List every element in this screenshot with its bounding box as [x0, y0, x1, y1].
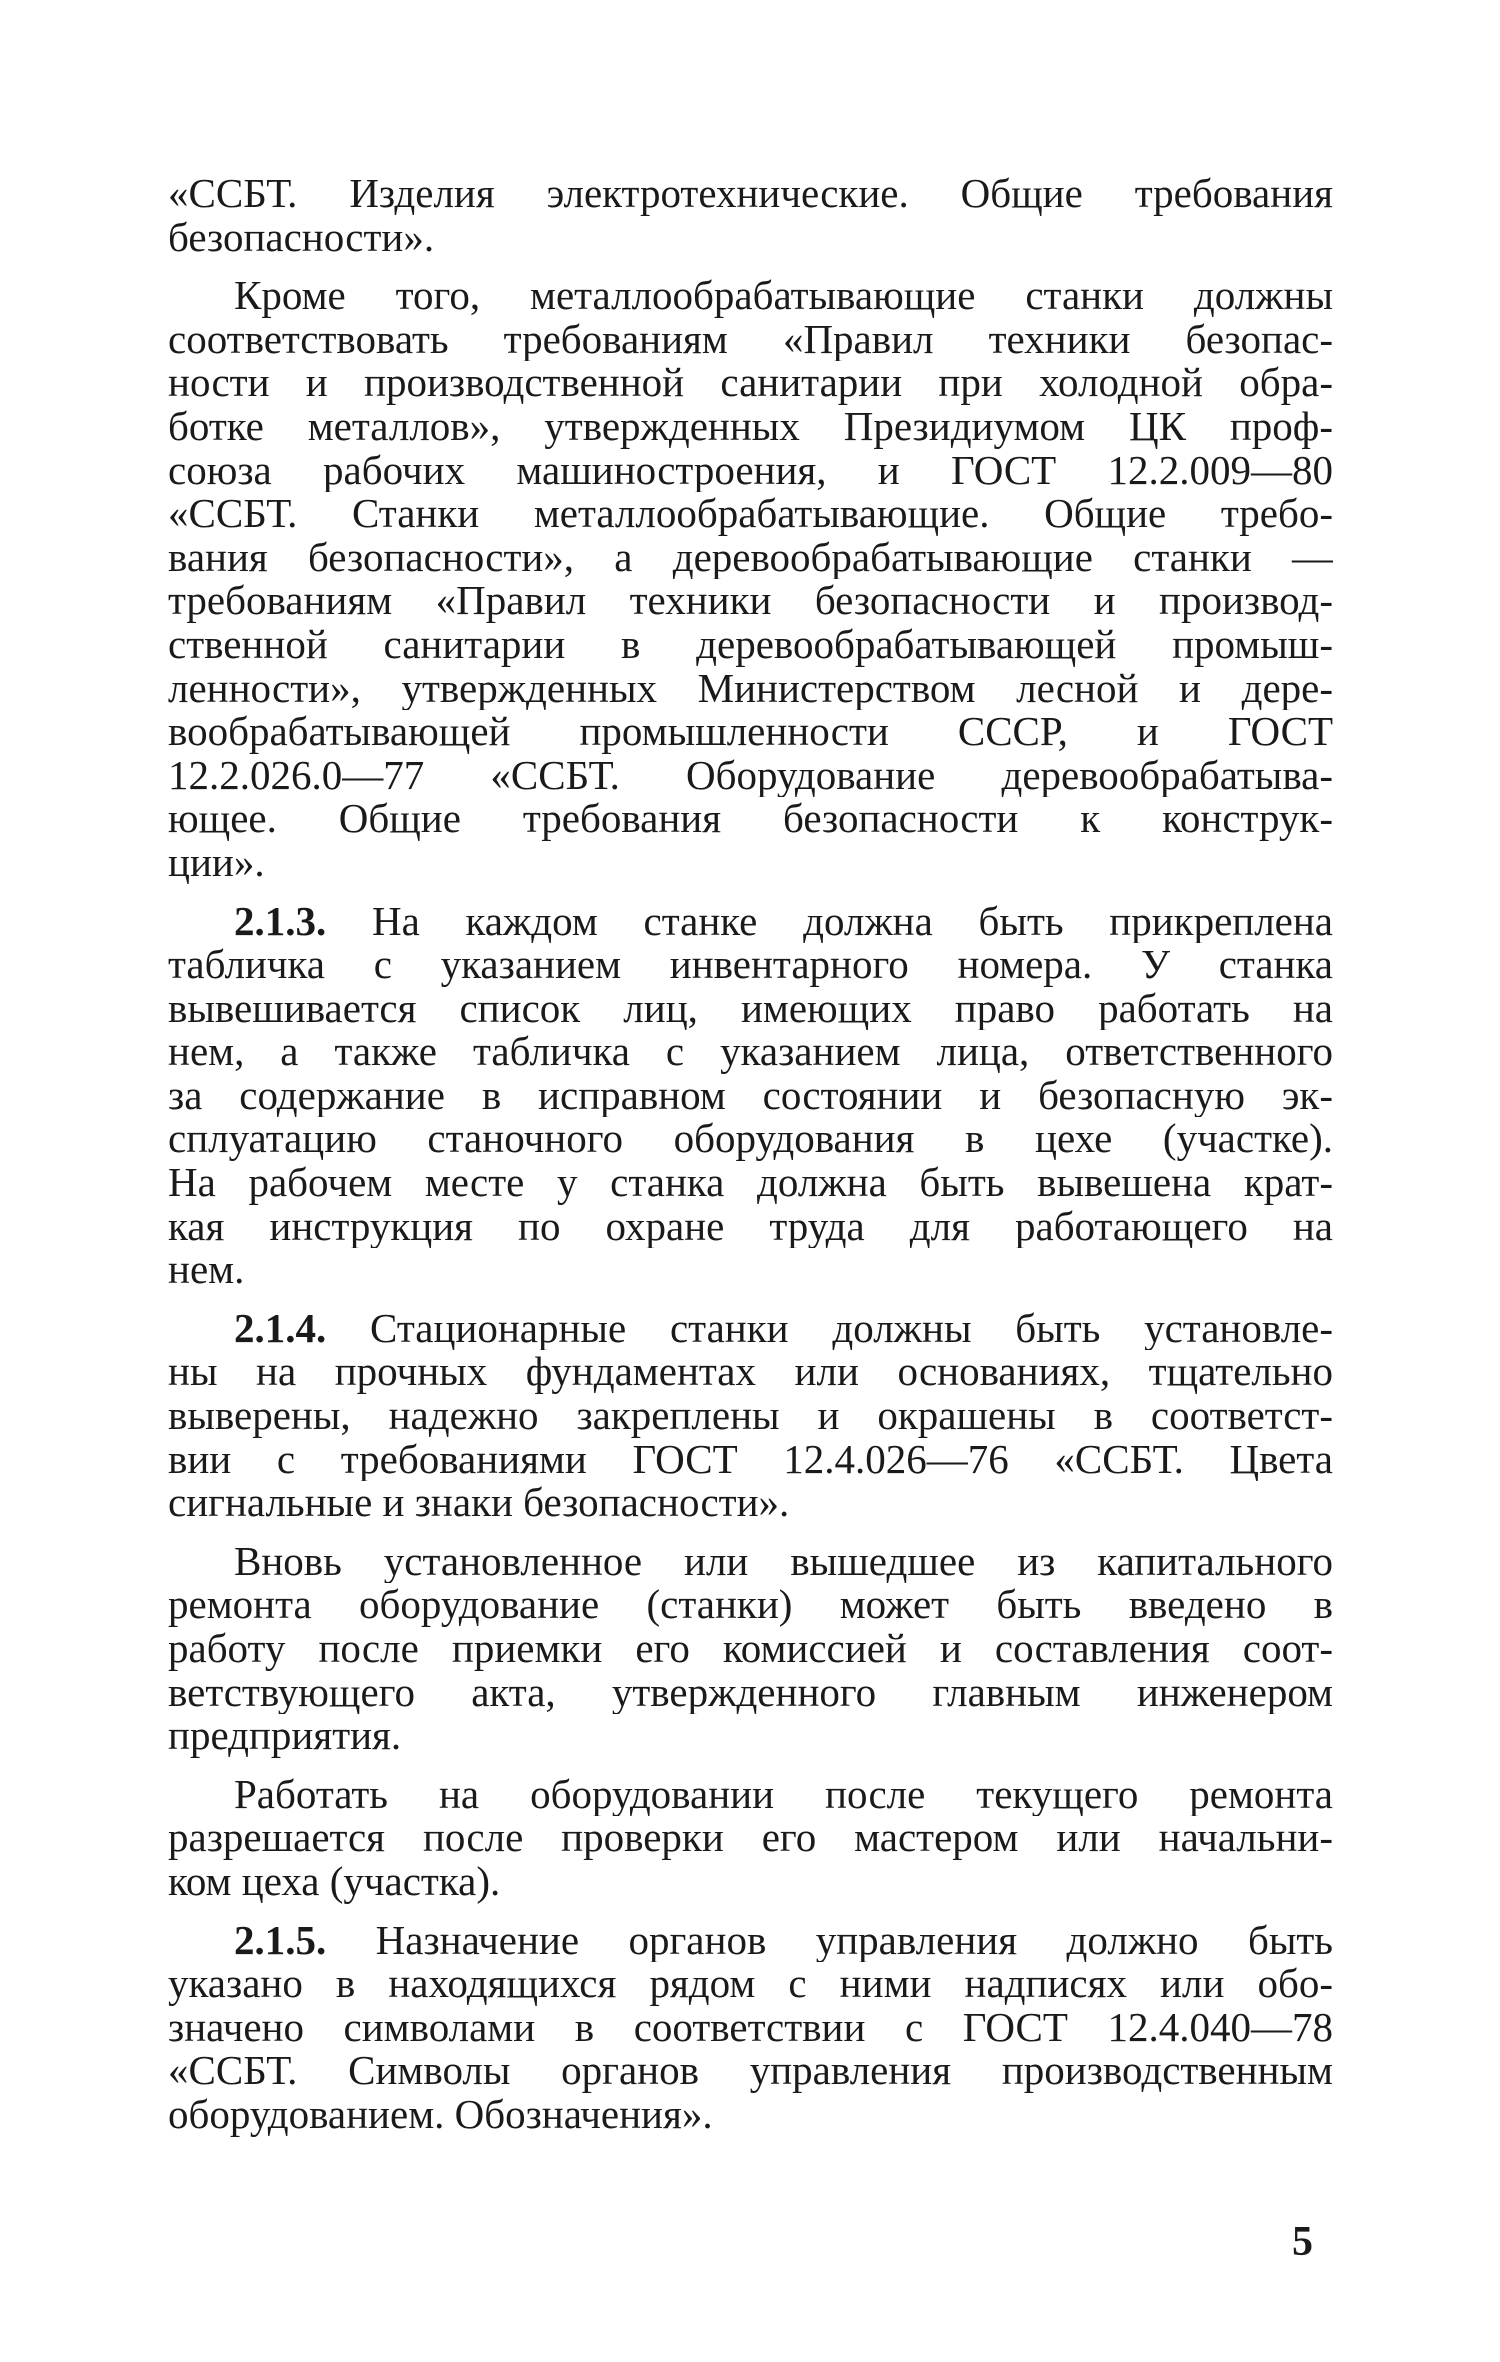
text-line: союза рабочих машиностроения, и ГОСТ 12.2.009—80	[168, 448, 1333, 493]
text-fragment: Стационарные станки должны быть установле-	[326, 1306, 1333, 1351]
text-line: работу после приемки его комиссией и составления соот-	[168, 1627, 1333, 1671]
paragraph	[168, 1773, 1333, 1904]
text-line: табличка с указанием инвентарного номера. У станка	[168, 943, 1333, 987]
text-line: предприятия.	[168, 1714, 402, 1758]
text-line: вии с требованиями ГОСТ 12.4.026—76 «ССБТ. Цвета	[168, 1437, 1333, 1482]
text-line: Вновь установленное или вышедшее из капитального	[234, 1539, 1333, 1584]
text-line: оборудованием. Обозначения».	[168, 2092, 713, 2137]
text-line	[168, 1307, 1333, 1351]
paragraph-2-1-3	[168, 900, 1333, 1292]
text-line: сигнальные и знаки безопасности».	[168, 1481, 790, 1525]
section-number: 2.1.3.	[234, 899, 327, 944]
text-line: за содержание в исправном состоянии и безопасную эк-	[168, 1073, 1333, 1118]
text-line: ности и производственной санитарии при холодной обра-	[168, 361, 1333, 405]
text-line: На рабочем месте у станка должна быть вывешена крат-	[168, 1161, 1333, 1205]
text-line	[168, 900, 1333, 944]
text-line: нем.	[168, 1248, 245, 1292]
page-number: 5	[1292, 2219, 1313, 2265]
text-line: ком цеха (участка).	[168, 1859, 501, 1904]
text-line: кая инструкция по охране труда для работающего на	[168, 1204, 1333, 1249]
text-line: ны на прочных фундаментах или основаниях, тщательно	[168, 1350, 1333, 1395]
text-line: вообрабатывающей промышленности СССР, и ГОСТ	[168, 710, 1333, 754]
text-line: ветствующего акта, утвержденного главным инженером	[168, 1670, 1333, 1715]
text-line: ботке металлов», утвержденных Президиумом ЦК проф-	[168, 404, 1333, 449]
text-line	[168, 1919, 1333, 1963]
text-line: разрешается после проверки его мастером или начальни-	[168, 1816, 1333, 1860]
text-line: 12.2.026.0—77 «ССБТ. Оборудование деревообрабатыва-	[168, 753, 1333, 798]
text-line: ющее. Общие требования безопасности к конструк-	[168, 797, 1333, 841]
text-line: Работать на оборудовании после текущего ремонта	[234, 1772, 1333, 1817]
text-line: ленности», утвержденных Министерством лесной и дере-	[168, 666, 1333, 711]
text-line: соответствовать требованиям «Правил техники безопас-	[168, 317, 1333, 362]
text-line: Кроме того, металлообрабатывающие станки должны	[234, 274, 1333, 318]
text-line: указано в находящихся рядом с ними надписях или обо-	[168, 1962, 1333, 2006]
section-number: 2.1.4.	[234, 1306, 327, 1351]
text-line: «ССБТ. Изделия электротехнические. Общие требования	[168, 172, 1333, 216]
document-body	[168, 172, 1333, 2152]
text-line: безопасности».	[168, 215, 435, 260]
text-line: «ССБТ. Станки металлообрабатывающие. Общие требо-	[168, 492, 1333, 536]
text-line: ственной санитарии в деревообрабатывающей промыш-	[168, 622, 1333, 667]
text-line: выверены, надежно закреплены и окрашены в соответст-	[168, 1394, 1333, 1438]
text-line: ции».	[168, 840, 265, 885]
text-line: нем, а также табличка с указанием лица, ответственного	[168, 1030, 1333, 1074]
paragraph	[168, 1540, 1333, 1758]
text-line: сплуатацию станочного оборудования в цехе (участке).	[168, 1117, 1333, 1162]
text-line: ремонта оборудование (станки) может быть введено в	[168, 1583, 1333, 1627]
paragraph	[168, 172, 1333, 259]
text-line: вывешивается список лиц, имеющих право работать на	[168, 986, 1333, 1031]
paragraph-2-1-4	[168, 1307, 1333, 1525]
text-line: «ССБТ. Символы органов управления производственным	[168, 2049, 1333, 2093]
paragraph	[168, 274, 1333, 884]
text-line: требованиям «Правил техники безопасности и производ-	[168, 579, 1333, 623]
paragraph-2-1-5	[168, 1919, 1333, 2137]
text-line: вания безопасности», а деревообрабатывающие станки —	[168, 535, 1333, 580]
text-fragment: На каждом станке должна быть прикреплена	[326, 899, 1333, 944]
text-fragment: Назначение органов управления должно быть	[326, 1918, 1333, 1963]
section-number: 2.1.5.	[234, 1918, 327, 1963]
text-line: значено символами в соответствии с ГОСТ 12.4.040—78	[168, 2005, 1333, 2050]
